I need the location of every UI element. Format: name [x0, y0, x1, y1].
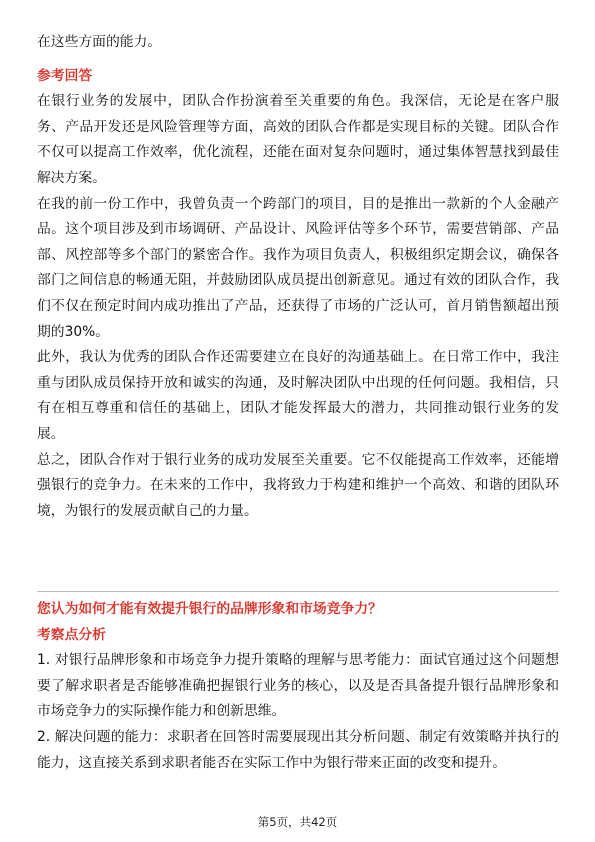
next-question-section — [37, 597, 559, 776]
analysis-heading: 考察点分析 — [37, 626, 106, 643]
page-body — [37, 30, 559, 524]
answer-heading: 参考回答 — [37, 67, 93, 84]
analysis-point-2: 2. 解决问题的能力：求职者在回答时需要展现出其分析问题、制定有效策略并执行的能力，这直接关系到求职者能否在实际工作中为银行带来正面的改变和提升。 — [37, 728, 559, 771]
page-footer — [0, 814, 595, 830]
answer-paragraph-2: 在我的前一份工作中，我曾负责一个跨部门的项目，目的是推出一款新的个人金融产品。这个项目涉及到市场调研、产品设计、风险评估等多个环节，需要营销部、产品部、风控部等多个部门的紧密合作。我作为项目负责人，积极组织定期会议，确保各部门之间信息的畅通无阻，并鼓励团队成员提出创新意见。通过有效的团队合作，我们不仅在预定时间内成功推出了产品，还获得了市场的广泛认可，首月销售额超出预期的30%。 — [37, 195, 559, 340]
analysis-point-1: 1. 对银行品牌形象和市场竞争力提升策略的理解与思考能力：面试官通过这个问题想要了解求职者是否能够准确把握银行业务的核心，以及是否具备提升银行品牌形象和市场竞争力的实际操作能力和创新思维。 — [37, 652, 559, 720]
answer-paragraph-1: 在银行业务的发展中，团队合作扮演着至关重要的角色。我深信，无论是在客户服务、产品开发还是风险管理等方面，高效的团队合作都是实现目标的关键。团队合作不仅可以提高工作效率，优化流程，还能在面对复杂问题时，通过集体智慧找到最佳解决方案。 — [37, 93, 559, 186]
section-divider — [37, 591, 559, 592]
page-number: 第5页，共42页 — [257, 815, 338, 829]
question-title: 您认为如何才能有效提升银行的品牌形象和市场竞争力？ — [37, 601, 382, 617]
intro-tail-text: 在这些方面的能力。 — [37, 34, 162, 50]
answer-paragraph-3: 此外，我认为优秀的团队合作还需要建立在良好的沟通基础上。在日常工作中，我注重与团队成员保持开放和诚实的沟通，及时解决团队中出现的任何问题。我相信，只有在相互尊重和信任的基础上，团队才能发挥最大的潜力，共同推动银行业务的发展。 — [37, 349, 559, 442]
answer-paragraph-4: 总之，团队合作对于银行业务的成功发展至关重要。它不仅能提高工作效率，还能增强银行的竞争力。在未来的工作中，我将致力于构建和维护一个高效、和谐的团队环境，为银行的发展贡献自己的力量。 — [37, 451, 559, 519]
